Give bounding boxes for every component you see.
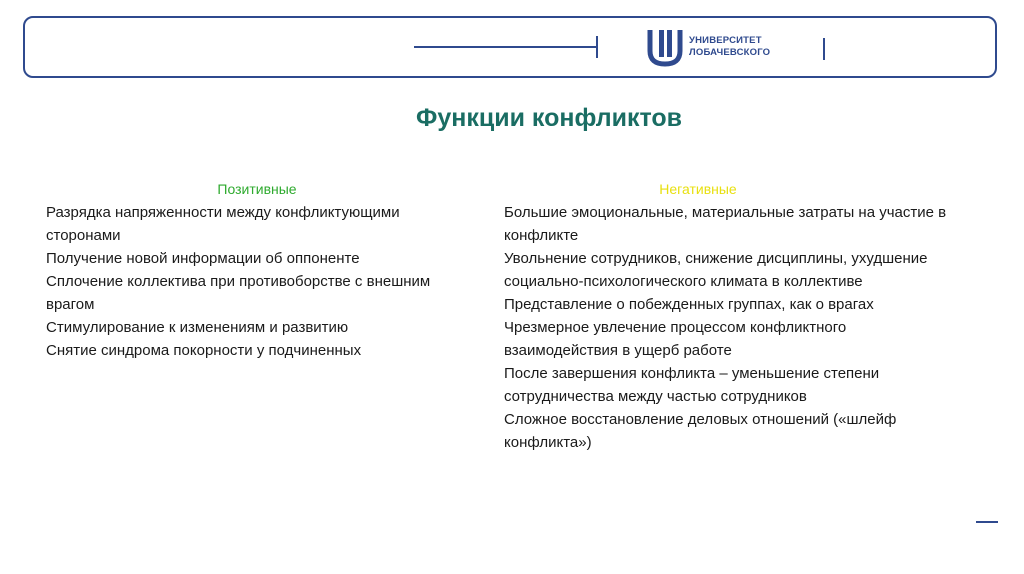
negative-column bbox=[504, 178, 964, 454]
negative-item: Представление о побежденных группах, как о врагах bbox=[504, 296, 874, 313]
positive-item: Снятие синдрома покорности у подчиненных bbox=[46, 342, 362, 359]
negative-list bbox=[504, 201, 964, 454]
positive-item: Получение новой информации об оппоненте bbox=[46, 250, 360, 267]
slide-corner-dash bbox=[976, 521, 998, 523]
page-title: Функции конфликтов bbox=[415, 104, 683, 132]
negative-item: Сложное восстановление деловых отношений («шлейф конфликта») bbox=[504, 411, 897, 451]
logo-line-2: ЛОБАЧЕВСКОГО bbox=[689, 47, 771, 58]
negative-item: После завершения конфликта – уменьшение степени сотрудничества между частью сотрудников bbox=[504, 365, 880, 405]
negative-item: Увольнение сотрудников, снижение дисциплины, ухудшение социально-психологического климата в коллективе bbox=[504, 250, 928, 290]
negative-item: Чрезмерное увлечение процессом конфликтного взаимодействия в ущерб работе bbox=[504, 319, 847, 359]
positive-item: Сплочение коллектива при противоборстве с внешним врагом bbox=[46, 273, 431, 313]
logo-line-1: УНИВЕРСИТЕТ bbox=[689, 35, 762, 46]
logo-text bbox=[689, 35, 770, 59]
header-tick-left bbox=[596, 36, 598, 58]
positive-item: Разрядка напряженности между конфликтующими сторонами bbox=[46, 204, 400, 244]
header-divider-line bbox=[414, 46, 596, 48]
unn-logo-icon bbox=[647, 27, 683, 67]
positive-heading: Позитивные bbox=[217, 181, 297, 197]
header-tick-right bbox=[823, 38, 825, 60]
positive-column bbox=[46, 178, 466, 362]
positive-item: Стимулирование к изменениям и развитию bbox=[46, 319, 349, 336]
positive-list bbox=[46, 201, 466, 362]
negative-item: Большие эмоциональные, материальные затраты на участие в конфликте bbox=[504, 204, 947, 244]
university-logo bbox=[647, 27, 770, 67]
negative-heading: Негативные bbox=[659, 181, 737, 197]
